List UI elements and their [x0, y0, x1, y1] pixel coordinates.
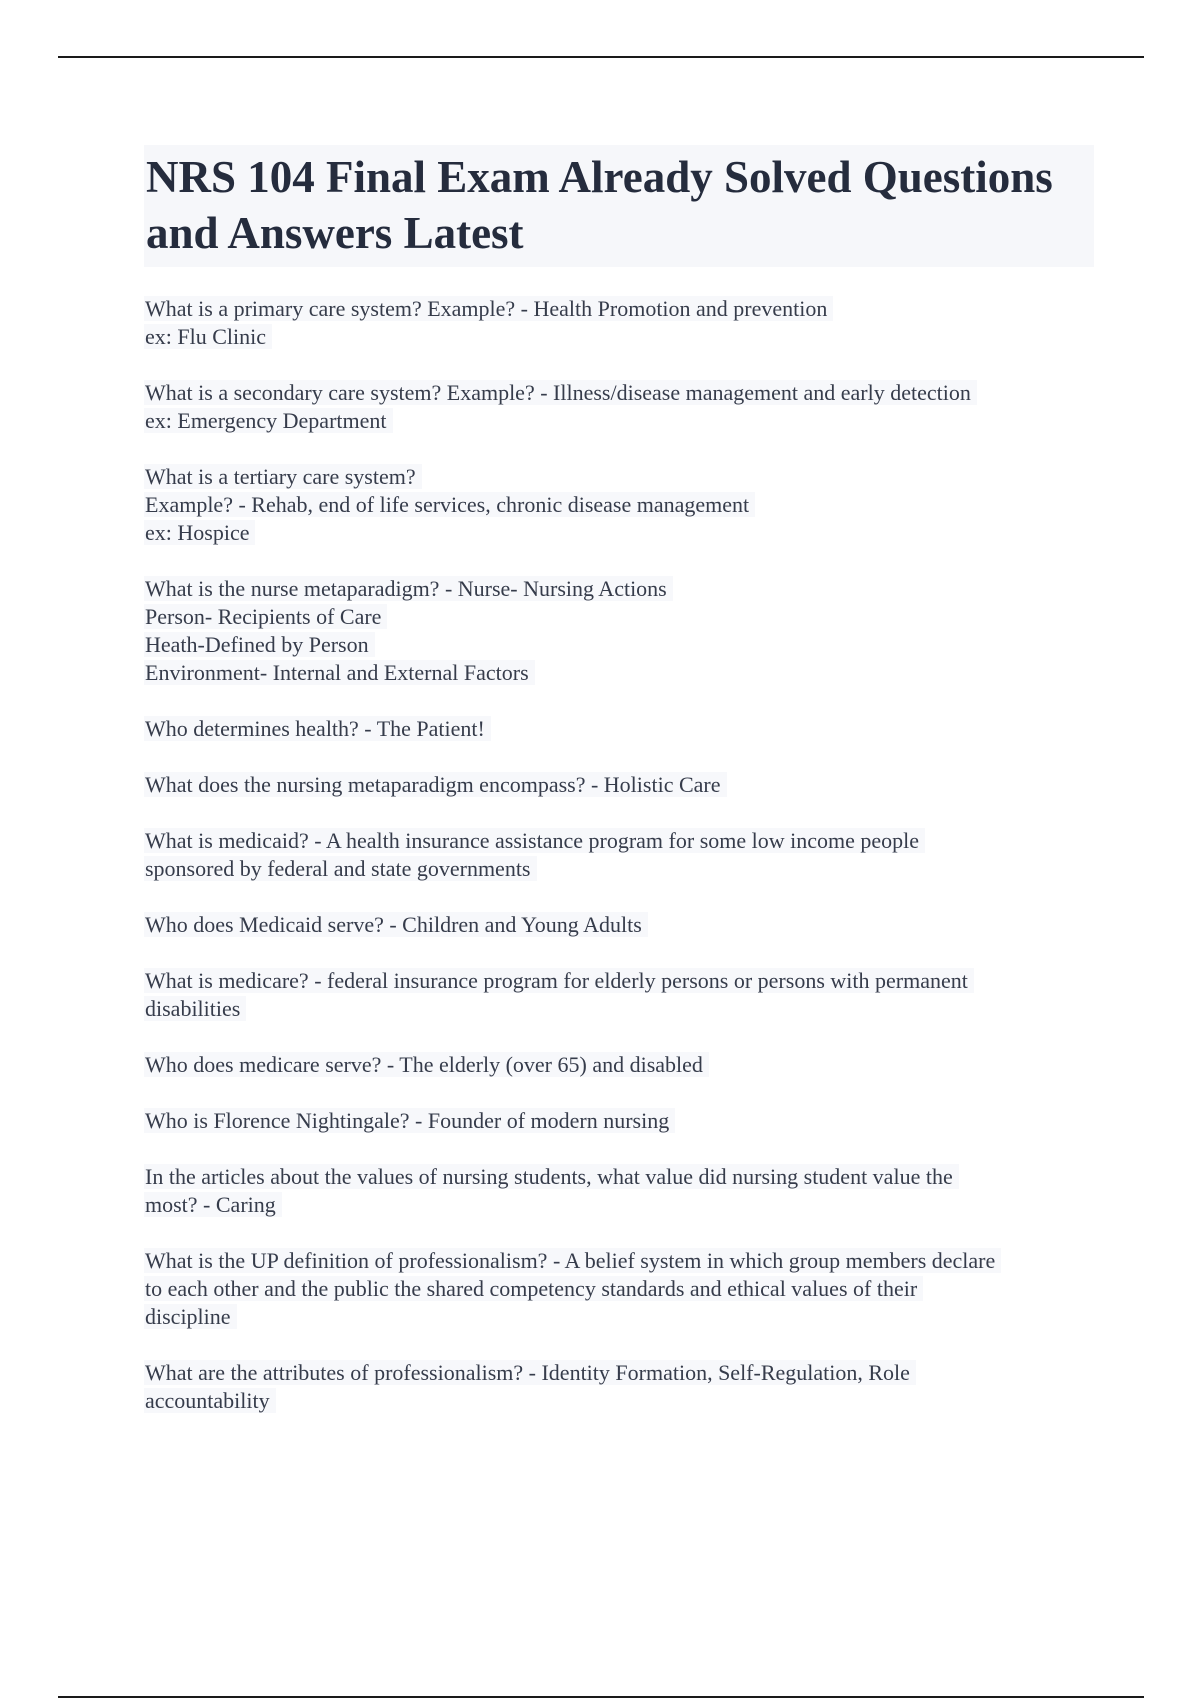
qa-line: most? - Caring [144, 1191, 1094, 1219]
qa-line: What is the UP definition of professionalism? - A belief system in which group members declare [144, 1247, 1094, 1275]
qa-item [144, 1247, 1094, 1331]
qa-line: ex: Emergency Department [144, 407, 1094, 435]
qa-item [144, 715, 1094, 743]
qa-line: What is the nurse metaparadigm? - Nurse- Nursing Actions [144, 575, 1094, 603]
qa-item [144, 1107, 1094, 1135]
qa-item [144, 1051, 1094, 1079]
qa-item [144, 575, 1094, 687]
qa-line: disabilities [144, 995, 1094, 1023]
bottom-rule [58, 1696, 1144, 1698]
qa-line: What is a tertiary care system? [144, 463, 1094, 491]
qa-line: What is medicaid? - A health insurance assistance program for some low income people [144, 827, 1094, 855]
qa-line: What is a primary care system? Example? - Health Promotion and prevention [144, 295, 1094, 323]
qa-line: ex: Flu Clinic [144, 323, 1094, 351]
qa-line: In the articles about the values of nursing students, what value did nursing student value the [144, 1163, 1094, 1191]
qa-line: to each other and the public the shared competency standards and ethical values of their [144, 1275, 1094, 1303]
qa-item [144, 295, 1094, 351]
qa-line: discipline [144, 1303, 1094, 1331]
qa-line: accountability [144, 1387, 1094, 1415]
qa-item [144, 911, 1094, 939]
qa-line: Who is Florence Nightingale? - Founder of modern nursing [144, 1107, 1094, 1135]
qa-line: What are the attributes of professionalism? - Identity Formation, Self-Regulation, Role [144, 1359, 1094, 1387]
qa-item [144, 1359, 1094, 1415]
qa-line: Person- Recipients of Care [144, 603, 1094, 631]
qa-line: Example? - Rehab, end of life services, chronic disease management [144, 491, 1094, 519]
qa-item [144, 1163, 1094, 1219]
qa-item [144, 771, 1094, 799]
qa-line: What is a secondary care system? Example? - Illness/disease management and early detection [144, 379, 1094, 407]
qa-item [144, 967, 1094, 1023]
qa-line: What does the nursing metaparadigm encompass? - Holistic Care [144, 771, 1094, 799]
qa-list [144, 295, 1094, 1415]
qa-line: Who determines health? - The Patient! [144, 715, 1094, 743]
qa-line: Environment- Internal and External Factors [144, 659, 1094, 687]
qa-line: Who does medicare serve? - The elderly (over 65) and disabled [144, 1051, 1094, 1079]
qa-line: What is medicare? - federal insurance program for elderly persons or persons with permanent [144, 967, 1094, 995]
qa-line: Heath-Defined by Person [144, 631, 1094, 659]
qa-item [144, 827, 1094, 883]
qa-line: ex: Hospice [144, 519, 1094, 547]
top-rule [58, 56, 1144, 58]
qa-line: Who does Medicaid serve? - Children and Young Adults [144, 911, 1094, 939]
qa-item [144, 463, 1094, 547]
qa-line: sponsored by federal and state governments [144, 855, 1094, 883]
qa-item [144, 379, 1094, 435]
document-page [144, 145, 1094, 1443]
page-title: NRS 104 Final Exam Already Solved Questions and Answers Latest [144, 145, 1094, 267]
